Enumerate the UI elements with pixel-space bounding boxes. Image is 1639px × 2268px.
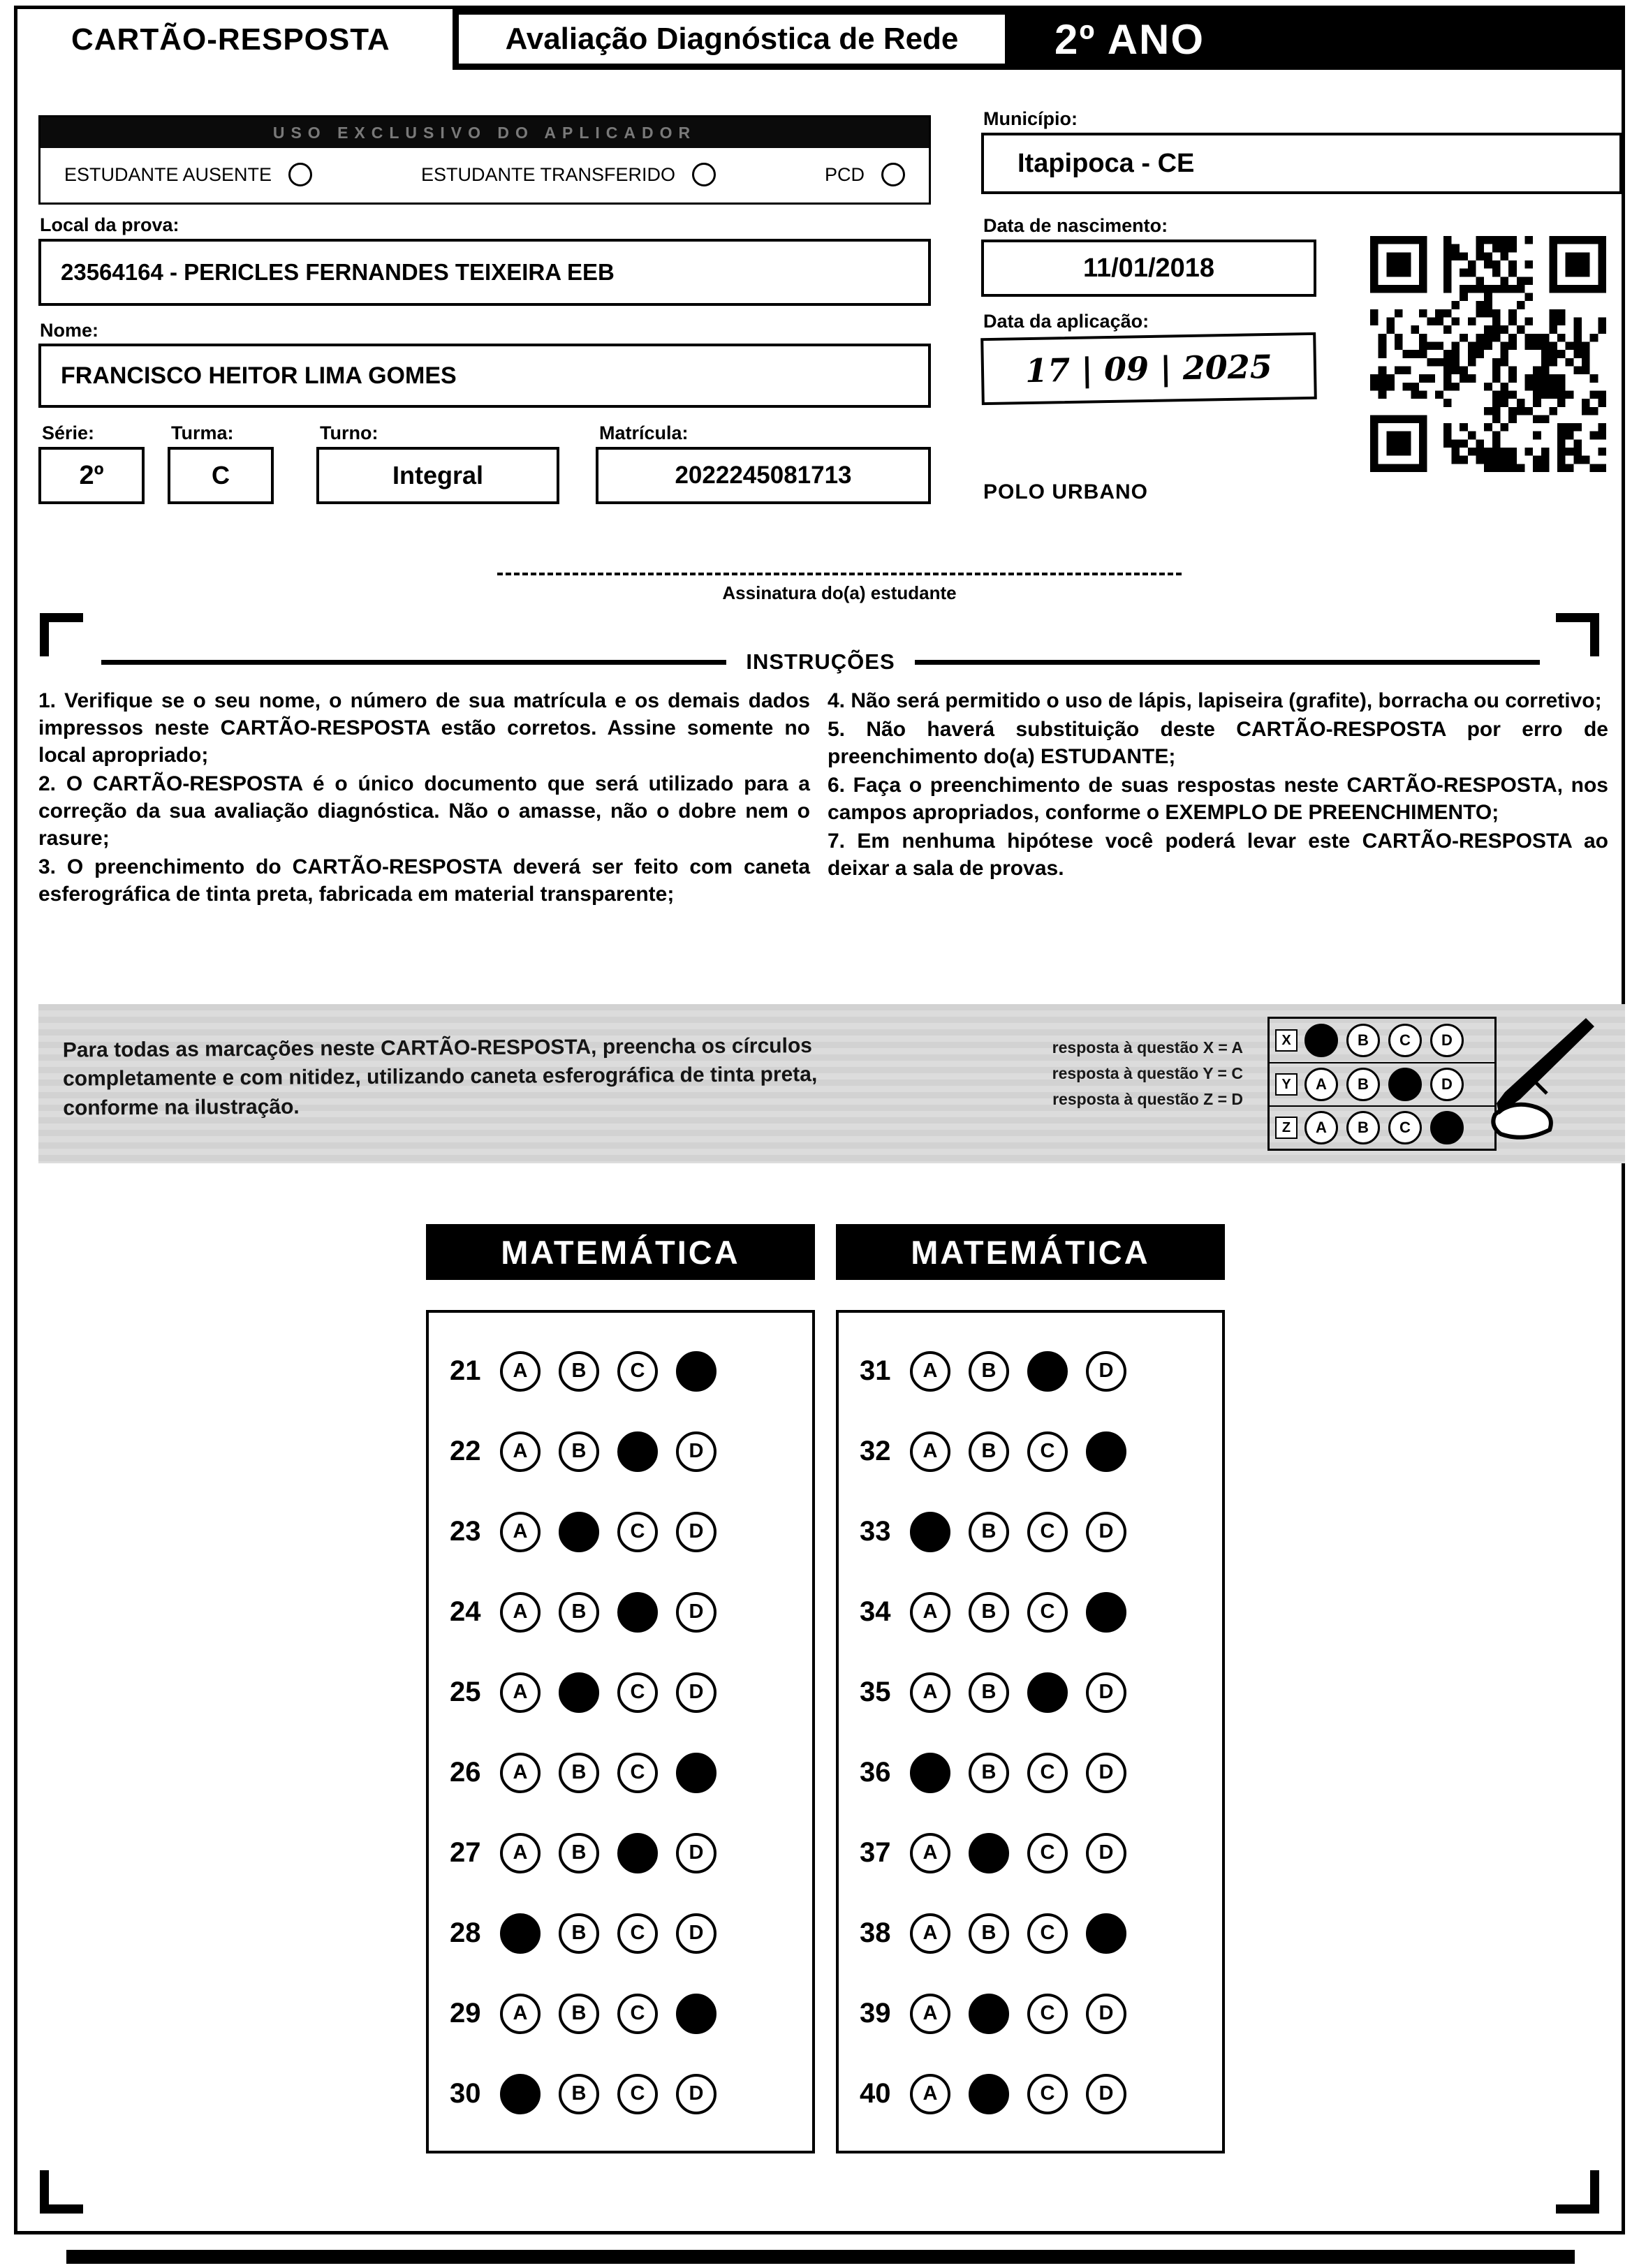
- answer-row-31: [860, 1331, 1222, 1411]
- answer-bubble-21-A[interactable]: A: [500, 1351, 541, 1392]
- text-line: 1. Verifique se o seu nome, o número de sua matrícula e os demais dados impressos neste CARTÃO-RESPOSTA estão corretos. Assine somente no local apropriado;: [38, 689, 810, 767]
- checkbox-estudante-ausente: [64, 163, 312, 186]
- answer-bubble-37-A[interactable]: A: [910, 1833, 950, 1873]
- answer-bubble-32-D[interactable]: [1086, 1431, 1126, 1472]
- example-bubble-Y-B: B: [1346, 1068, 1380, 1101]
- answer-row-27: [450, 1813, 812, 1893]
- question-number: 36: [860, 1757, 891, 1788]
- question-number: 32: [860, 1436, 891, 1466]
- answer-bubble-35-D[interactable]: D: [1086, 1672, 1126, 1713]
- text-line: resposta à questão Z = D: [1052, 1089, 1243, 1108]
- fill-example-section: [38, 1004, 1625, 1163]
- answer-bubble-27-D[interactable]: D: [676, 1833, 716, 1873]
- question-number: 25: [450, 1677, 481, 1707]
- question-number: 22: [450, 1436, 481, 1466]
- answer-row-36: [860, 1732, 1222, 1813]
- nome-value: FRANCISCO HEITOR LIMA GOMES: [38, 344, 931, 408]
- answer-bubble-35-C[interactable]: [1027, 1672, 1068, 1713]
- text-line: 7. Em nenhuma hipótese você poderá levar este CARTÃO-RESPOSTA ao deixar a sala de provas.: [828, 830, 1608, 880]
- qr-code: [1370, 236, 1606, 472]
- answer-bubble-27-C[interactable]: [617, 1833, 658, 1873]
- answer-bubble-40-C[interactable]: C: [1027, 2074, 1068, 2114]
- answer-bubble-25-A[interactable]: A: [500, 1672, 541, 1713]
- municipio-label: Município:: [983, 108, 1078, 129]
- answer-row-30: [450, 2054, 812, 2134]
- answer-bubble-33-D[interactable]: D: [1086, 1512, 1126, 1552]
- answer-bubble-30-A[interactable]: [500, 2074, 541, 2114]
- instructions-left-column: [38, 687, 810, 909]
- answer-row-22: [450, 1411, 812, 1492]
- answer-bubble-40-A[interactable]: A: [910, 2074, 950, 2114]
- checkbox-estudante-transferido: [421, 163, 716, 186]
- rule-left: [101, 660, 726, 665]
- answer-bubble-32-C[interactable]: C: [1027, 1431, 1068, 1472]
- text-line: 5. Não haverá substituição deste CARTÃO-RESPOSTA por erro de preenchimento do(a) ESTUDANTE;: [828, 718, 1608, 768]
- question-number: 31: [860, 1355, 891, 1386]
- example-row-label: Y: [1275, 1073, 1298, 1096]
- polo-label: POLO URBANO: [983, 480, 1148, 503]
- answer-bubble-28-B[interactable]: B: [559, 1913, 599, 1954]
- answer-bubble-31-C[interactable]: [1027, 1351, 1068, 1392]
- question-number: 35: [860, 1677, 891, 1707]
- nome-label: Nome:: [40, 320, 99, 341]
- answer-row-37: [860, 1813, 1222, 1893]
- answer-row-34: [860, 1572, 1222, 1652]
- answer-bubble-25-B[interactable]: [559, 1672, 599, 1713]
- example-row-label: Z: [1275, 1117, 1298, 1139]
- example-bubble-Y-C: [1388, 1068, 1422, 1101]
- instructions-title: INSTRUÇÕES: [746, 649, 895, 674]
- question-number: 28: [450, 1917, 481, 1948]
- answer-bubble-31-B[interactable]: B: [969, 1351, 1009, 1392]
- question-number: 33: [860, 1516, 891, 1547]
- answer-bubble-34-C[interactable]: C: [1027, 1592, 1068, 1633]
- local-label: Local da prova:: [40, 214, 179, 235]
- applicator-exclusive-bar: USO EXCLUSIVO DO APLICADOR: [41, 117, 929, 148]
- signature-line: [497, 573, 1182, 575]
- question-number: 34: [860, 1596, 891, 1627]
- example-bubble-Z-B: B: [1346, 1111, 1380, 1144]
- answer-row-38: [860, 1893, 1222, 1973]
- example-bubble-Y-D: D: [1430, 1068, 1464, 1101]
- example-bubble-X-A: [1304, 1024, 1338, 1057]
- example-bubble-X-D: D: [1430, 1024, 1464, 1057]
- signature-label: Assinatura do(a) estudante: [722, 582, 957, 603]
- answer-bubble-28-D[interactable]: D: [676, 1913, 716, 1954]
- answer-bubble-32-B[interactable]: B: [969, 1431, 1009, 1472]
- answer-bubble-38-C[interactable]: C: [1027, 1913, 1068, 1954]
- registration-mark-top-right: [1556, 613, 1599, 656]
- serie-value: 2º: [38, 447, 145, 504]
- answer-row-35: [860, 1652, 1222, 1732]
- answer-bubble-26-C[interactable]: C: [617, 1753, 658, 1793]
- answer-bubble-39-D[interactable]: D: [1086, 1994, 1126, 2034]
- question-number: 24: [450, 1596, 481, 1627]
- answer-bubble-29-C[interactable]: C: [617, 1994, 658, 2034]
- answer-row-23: [450, 1492, 812, 1572]
- answer-bubble-35-A[interactable]: A: [910, 1672, 950, 1713]
- pcd-bubble[interactable]: [881, 163, 905, 186]
- answer-bubble-34-D[interactable]: [1086, 1592, 1126, 1633]
- answer-bubble-39-B[interactable]: [969, 1994, 1009, 2034]
- applicator-section: [38, 115, 931, 205]
- answer-bubble-21-D[interactable]: [676, 1351, 716, 1392]
- answer-bubble-36-A[interactable]: [910, 1753, 950, 1793]
- example-bubble-X-C: C: [1388, 1024, 1422, 1057]
- answer-bubble-28-C[interactable]: C: [617, 1913, 658, 1954]
- question-number: 30: [450, 2078, 481, 2109]
- answer-bubble-38-B[interactable]: B: [969, 1913, 1009, 1954]
- status-checkbox-row: [41, 148, 929, 201]
- text-line: 6. Faça o preenchimento de suas respostas neste CARTÃO-RESPOSTA, nos campos apropriados, conforme o EXEMPLO DE PREENCHIMENTO;: [828, 774, 1608, 824]
- answer-bubble-36-D[interactable]: D: [1086, 1753, 1126, 1793]
- question-number: 37: [860, 1837, 891, 1868]
- answer-row-32: [860, 1411, 1222, 1492]
- aplicacao-value: 17 | 09 | 2025: [980, 332, 1317, 405]
- instructions-right-column: [828, 687, 1608, 883]
- answer-bubble-26-D[interactable]: [676, 1753, 716, 1793]
- answer-bubble-39-A[interactable]: A: [910, 1994, 950, 2034]
- answer-bubble-36-B[interactable]: B: [969, 1753, 1009, 1793]
- question-number: 26: [450, 1757, 481, 1788]
- example-text: Para todas as marcações neste CARTÃO-RESPOSTA, preencha os círculos completamente e com nitidez, utilizando caneta esferográfica de tinta preta, conforme na ilustração.: [62, 1034, 818, 1120]
- answer-bubble-33-C[interactable]: C: [1027, 1512, 1068, 1552]
- answer-bubble-37-C[interactable]: C: [1027, 1833, 1068, 1873]
- answer-block-21-30: [426, 1310, 815, 2153]
- answer-bubble-39-C[interactable]: C: [1027, 1994, 1068, 2034]
- answer-bubble-27-B[interactable]: B: [559, 1833, 599, 1873]
- text-line: 3. O preenchimento do CARTÃO-RESPOSTA deverá ser feito com caneta esferográfica de tinta preta, fabricada em material transparente;: [38, 855, 810, 906]
- answer-bubble-22-D[interactable]: D: [676, 1431, 716, 1472]
- answer-bubble-27-A[interactable]: A: [500, 1833, 541, 1873]
- answer-bubble-30-B[interactable]: B: [559, 2074, 599, 2114]
- answer-row-26: [450, 1732, 812, 1813]
- answer-bubble-22-A[interactable]: A: [500, 1431, 541, 1472]
- instructions-header: [101, 649, 1540, 675]
- answer-bubble-25-C[interactable]: C: [617, 1672, 658, 1713]
- exam-title: Avaliação Diagnóstica de Rede: [453, 8, 1011, 70]
- question-number: 23: [450, 1516, 481, 1547]
- matricula-value: 2022245081713: [596, 447, 931, 504]
- answer-bubble-22-C[interactable]: [617, 1431, 658, 1472]
- matricula-label: Matrícula:: [599, 422, 689, 443]
- answer-row-29: [450, 1973, 812, 2054]
- serie-label: Série:: [42, 422, 95, 443]
- local-value: 23564164 - PERICLES FERNANDES TEIXEIRA EEB: [38, 239, 931, 306]
- answer-bubble-29-D[interactable]: [676, 1994, 716, 2034]
- text-line: resposta à questão Y = C: [1052, 1063, 1243, 1082]
- answer-block-31-40: [836, 1310, 1225, 2153]
- turma-label: Turma:: [171, 422, 234, 443]
- answer-bubble-22-B[interactable]: B: [559, 1431, 599, 1472]
- answer-bubble-23-A[interactable]: A: [500, 1512, 541, 1552]
- turno-label: Turno:: [320, 422, 378, 443]
- hand-with-pen-icon: [1425, 1017, 1599, 1156]
- answer-bubble-34-B[interactable]: B: [969, 1592, 1009, 1633]
- answer-bubble-37-B[interactable]: [969, 1833, 1009, 1873]
- example-row-label: X: [1275, 1029, 1298, 1052]
- turno-value: Integral: [316, 447, 559, 504]
- card-title: CARTÃO-RESPOSTA: [71, 22, 390, 57]
- answer-row-24: [450, 1572, 812, 1652]
- text-line: resposta à questão X = A: [1052, 1038, 1243, 1056]
- registration-mark-top-left: [40, 613, 83, 656]
- question-number: 27: [450, 1837, 481, 1868]
- answer-bubble-31-A[interactable]: A: [910, 1351, 950, 1392]
- answer-bubble-31-D[interactable]: D: [1086, 1351, 1126, 1392]
- answer-bubble-21-B[interactable]: B: [559, 1351, 599, 1392]
- checkbox-pcd: [825, 163, 905, 186]
- answer-row-39: [860, 1973, 1222, 2054]
- answer-bubble-23-B[interactable]: [559, 1512, 599, 1552]
- answer-bubble-24-D[interactable]: D: [676, 1592, 716, 1633]
- checkbox-label: PCD: [824, 163, 865, 185]
- grade-banner: 2º ANO: [1011, 8, 1625, 70]
- answer-bubble-38-D[interactable]: [1086, 1913, 1126, 1954]
- example-bubble-Z-C: C: [1388, 1111, 1422, 1144]
- answer-row-28: [450, 1893, 812, 1973]
- answer-bubble-29-B[interactable]: B: [559, 1994, 599, 2034]
- text-line: 2. O CARTÃO-RESPOSTA é o único documento que será utilizado para a correção da sua avaliação diagnóstica. Não o amasse, não o dobre nem o rasure;: [38, 772, 810, 850]
- answer-bubble-24-C[interactable]: [617, 1592, 658, 1633]
- answer-bubble-38-A[interactable]: A: [910, 1913, 950, 1954]
- example-answer-notes: [1002, 1035, 1243, 1112]
- answer-row-21: [450, 1331, 812, 1411]
- answer-bubble-33-B[interactable]: B: [969, 1512, 1009, 1552]
- answer-bubble-30-D[interactable]: D: [676, 2074, 716, 2114]
- question-number: 29: [450, 1998, 481, 2028]
- answer-bubble-36-C[interactable]: C: [1027, 1753, 1068, 1793]
- answer-bubble-24-B[interactable]: B: [559, 1592, 599, 1633]
- checkbox-label: ESTUDANTE TRANSFERIDO: [421, 163, 676, 185]
- nascimento-label: Data de nascimento:: [983, 215, 1168, 236]
- answer-bubble-26-B[interactable]: B: [559, 1753, 599, 1793]
- section-title-matematica-1: MATEMÁTICA: [426, 1224, 815, 1280]
- transferido-bubble[interactable]: [692, 163, 716, 186]
- aplicacao-label: Data da aplicação:: [983, 311, 1149, 332]
- municipio-value: Itapipoca - CE: [981, 133, 1622, 194]
- bottom-timing-bar: [66, 2250, 1575, 2264]
- answer-bubble-23-C[interactable]: C: [617, 1512, 658, 1552]
- registration-mark-bottom-left: [40, 2170, 83, 2214]
- registration-mark-bottom-right: [1556, 2170, 1599, 2214]
- question-number: 39: [860, 1998, 891, 2028]
- answer-bubble-33-A[interactable]: [910, 1512, 950, 1552]
- answer-bubble-34-A[interactable]: A: [910, 1592, 950, 1633]
- answer-row-33: [860, 1492, 1222, 1572]
- answer-bubble-40-D[interactable]: D: [1086, 2074, 1126, 2114]
- answer-bubble-21-C[interactable]: C: [617, 1351, 658, 1392]
- turma-value: C: [168, 447, 274, 504]
- answer-bubble-24-A[interactable]: A: [500, 1592, 541, 1633]
- answer-bubble-23-D[interactable]: D: [676, 1512, 716, 1552]
- section-title-matematica-2: MATEMÁTICA: [836, 1224, 1225, 1280]
- example-bubble-Z-A: A: [1304, 1111, 1338, 1144]
- question-number: 40: [860, 2078, 891, 2109]
- answer-bubble-30-C[interactable]: C: [617, 2074, 658, 2114]
- nascimento-value: 11/01/2018: [981, 240, 1316, 297]
- answer-bubble-40-B[interactable]: [969, 2074, 1009, 2114]
- answer-bubble-35-B[interactable]: B: [969, 1672, 1009, 1713]
- answer-bubble-28-A[interactable]: [500, 1913, 541, 1954]
- answer-bubble-25-D[interactable]: D: [676, 1672, 716, 1713]
- checkbox-label: ESTUDANTE AUSENTE: [64, 163, 272, 185]
- answer-bubble-26-A[interactable]: A: [500, 1753, 541, 1793]
- answer-bubble-32-A[interactable]: A: [910, 1431, 950, 1472]
- rule-right: [915, 660, 1540, 665]
- answer-bubble-29-A[interactable]: A: [500, 1994, 541, 2034]
- answer-row-25: [450, 1652, 812, 1732]
- example-bubble-Y-A: A: [1304, 1068, 1338, 1101]
- text-line: 4. Não será permitido o uso de lápis, lapiseira (grafite), borracha ou corretivo;: [828, 689, 1602, 712]
- question-number: 38: [860, 1917, 891, 1948]
- ausente-bubble[interactable]: [288, 163, 312, 186]
- answer-bubble-37-D[interactable]: D: [1086, 1833, 1126, 1873]
- answer-row-40: [860, 2054, 1222, 2134]
- question-number: 21: [450, 1355, 481, 1386]
- example-bubble-X-B: B: [1346, 1024, 1380, 1057]
